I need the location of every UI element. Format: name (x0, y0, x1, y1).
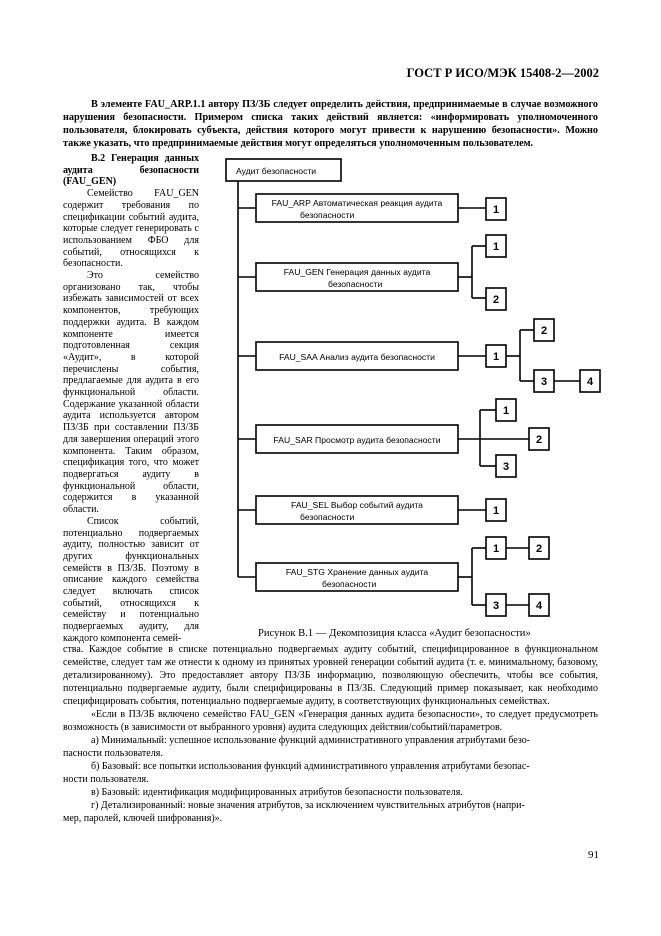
family-label: FAU_SEL Выбор событий аудита (291, 500, 423, 510)
intro-paragraph: В элементе FAU_ARP.1.1 автору ПЗ/ЗБ следует определить действия, предпринимаемые в случае возможного нарушения безопасности. Примером списка таких действий является: «информировать уполномоченного пользователя, блокировать субъекта, действия которого могут привести к нарушению безопасности». Можно также указать, что предпринимаемые действия могут определяться уполномоченным пользователем. (63, 99, 598, 149)
family-label-line2: безопасности (328, 279, 383, 289)
list-item-continuation: пасности пользователя. (63, 748, 163, 759)
family-label-line2: безопасности (322, 579, 377, 589)
body-paragraph: «Если в ПЗ/ЗБ включено семейство FAU_GEN «Генерация данных аудита безопасности», то следует предусмотреть возможность (в зависимости от выбранного уровня) аудита следующих действия/событий/параметров. (63, 709, 598, 733)
component-number: 1 (492, 351, 500, 363)
family-label-line2: безопасности (300, 210, 355, 220)
family-label: FAU_STG Хранение данных аудита (285, 567, 429, 577)
left-paragraph: Список событий, потенциально подвергаемых аудиту, полностью зависит от других функциональных семейств в ПЗ/ЗБ. Поэтому в описание каждого семейства следует включать список событий, относящихся к семейству и потенциально подвергаемых аудиту, для каждого компонента семей- (63, 515, 199, 644)
list-item-text: г) Детализированный: новые значения атрибутов, за исключением чувствительных атрибутов (напри- (91, 800, 525, 811)
list-item (63, 760, 598, 773)
family-label: FAU_SAR Просмотр аудита безопасности (273, 435, 441, 445)
component-number: 2 (535, 434, 543, 446)
component-number: 4 (586, 376, 594, 388)
component-number: 1 (502, 405, 510, 417)
root-label: Аудит безопасности (236, 166, 317, 176)
component-number: 1 (492, 241, 500, 253)
left-paragraph: Это семейство организовано так, чтобы избежать зависимостей от всех компонентов, требующих поддержки аудита. В каждом компоненте имеется подготовленная секция «Аудит», в которой перечислены события, предлагаемые для аудита в его функциональной области. Содержание указанной области аудита используется автором ПЗ/ЗБ при составлении ПЗ/ЗБ для завершения операций этого компонента. Таким образом, спецификация того, что может подвергаться аудиту в функциональной области, содержится в указанной области. (63, 270, 199, 516)
body-paragraph: ства. Каждое событие в списке потенциально подвергаемых аудиту событий, специфицированное в функциональном семействе, следует там же отнести к одному из принятых уровней генерации событий аудита (т. е. минимальному, базовому, детализированному). Это предоставляет автору ПЗ/ЗБ информацию, позволяющую обеспечить, чтобы все события, потенциально подвергаемые аудиту, были специфицированы в ПЗ/ЗБ. Следующий пример показывает, как необходимо специфицировать события, потенциально подвергаемые аудиту, в соответствующих функциональных семействах. (63, 644, 598, 707)
component-number: 2 (492, 294, 500, 306)
page-header: ГОСТ Р ИСО/МЭК 15408-2—2002 (406, 66, 599, 80)
component-number: 1 (492, 505, 500, 517)
page-number: 91 (588, 849, 599, 861)
component-number: 3 (492, 600, 500, 612)
list-item-continuation: ности пользователя. (63, 774, 149, 785)
decomposition-diagram (200, 150, 620, 625)
left-column (63, 153, 199, 645)
family-label: FAU_ARP Автоматическая реакция аудита (271, 198, 443, 208)
family-label-line2: безопасности (300, 512, 355, 522)
component-number: 3 (502, 461, 510, 473)
component-number: 4 (535, 600, 543, 612)
component-number: 1 (492, 204, 500, 216)
component-number: 2 (540, 325, 548, 337)
list-item-text: а) Минимальный: успешное использование функций административного управления атрибутами безо- (91, 735, 531, 746)
list-item-text: в) Базовый: идентификация модифицированных атрибутов безопасности пользователя. (91, 787, 463, 798)
list-item (63, 799, 598, 812)
list-item (63, 786, 598, 799)
list-item-text: б) Базовый: все попытки использования функций административного управления атрибутами безопас- (91, 761, 530, 772)
left-paragraph: Семейство FAU_GEN содержит требования по спецификации событий аудита, которые следует генерировать с использованием ФБО для событий, относящихся к безопасности. (63, 188, 199, 270)
figure-caption: Рисунок B.1 — Декомпозиция класса «Аудит безопасности» (258, 628, 531, 639)
family-label: FAU_GEN Генерация данных аудита (283, 267, 431, 277)
family-label: FAU_SAA Анализ аудита безопасности (279, 352, 435, 362)
component-number: 1 (492, 543, 500, 555)
list-item (63, 734, 598, 747)
component-number: 2 (535, 543, 543, 555)
list-item-continuation: мер, паролей, ключей шифрования)». (63, 813, 223, 824)
body-text (63, 643, 598, 825)
section-title: B.2 Генерация данных аудита безопасности (FAU_GEN) (63, 153, 199, 188)
component-number: 3 (540, 376, 548, 388)
